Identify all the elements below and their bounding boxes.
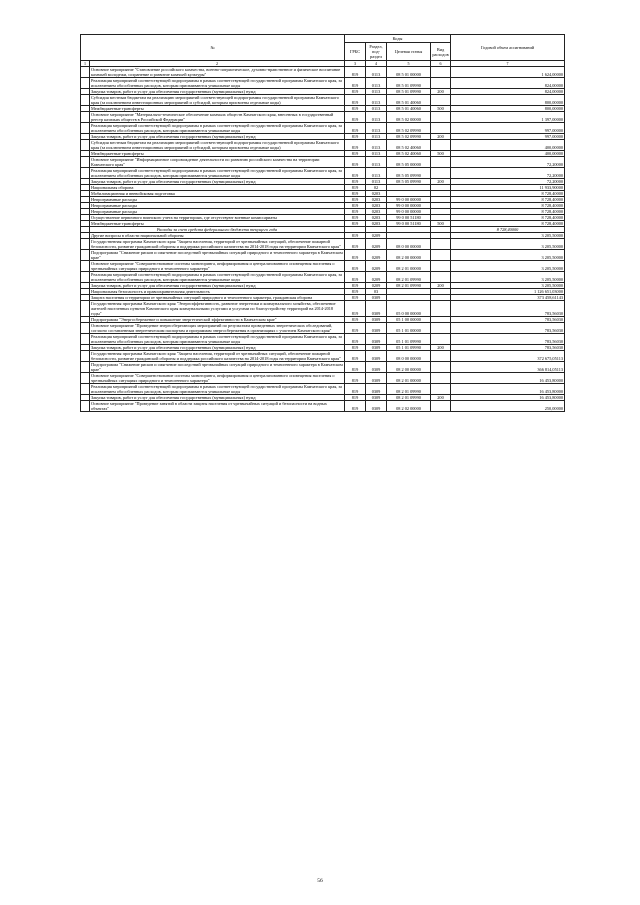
row-celevaya: 08 2 01 09990 bbox=[387, 384, 431, 395]
row-celevaya: 08 0 00 00000 bbox=[387, 351, 431, 362]
col-number: 3 bbox=[345, 61, 366, 67]
row-razdel: 0203 bbox=[366, 203, 387, 209]
header-razdel: Раздел, под-раздел bbox=[366, 43, 387, 61]
row-grbs: 819 bbox=[345, 345, 366, 351]
row-razdel: 0309 bbox=[366, 345, 387, 351]
row-amount: 400,00000 bbox=[451, 140, 565, 151]
row-grbs: 819 bbox=[345, 221, 366, 227]
row-razdel: 03 bbox=[366, 289, 387, 295]
row-amount: 997,00000 bbox=[451, 134, 565, 140]
row-razdel: 0309 bbox=[366, 401, 387, 412]
row-amount: 72,20000 bbox=[451, 157, 565, 168]
row-razdel: 02 bbox=[366, 185, 387, 191]
row-razdel: 0209 bbox=[366, 272, 387, 283]
row-grbs: 819 bbox=[345, 179, 366, 185]
row-name: Межбюджетные трансферты bbox=[90, 106, 345, 112]
row-celevaya: 05 0 00 00000 bbox=[387, 301, 431, 317]
col-number: 4 bbox=[366, 61, 387, 67]
row-celevaya: 08 2 02 00000 bbox=[387, 401, 431, 412]
row-grbs: 819 bbox=[345, 323, 366, 334]
row-name: Государственная программа Камчатского края "Защита населения, территорий от чрезвычайных ситуаций, обеспечение пожарной безопасности, развитие гражданской обороны и поддержка российского казачества на 2014-2018 годы на территории Камчатского края" bbox=[90, 351, 345, 362]
row-number bbox=[81, 168, 90, 179]
page-number: 56 bbox=[317, 878, 323, 884]
table-row bbox=[81, 67, 565, 78]
row-razdel: 0113 bbox=[366, 89, 387, 95]
row-name: Закупка товаров, работ и услуг для обеспечения государственных (муниципальных) нужд bbox=[90, 89, 345, 95]
row-grbs: 819 bbox=[345, 106, 366, 112]
col-number: 1 bbox=[81, 61, 90, 67]
row-name: Субсидия местным бюджетам на реализацию мероприятий соответствующей подпрограммы государственной программы Камчатского края (за исключением инвестиционных мероприятий и субсидий, которым присвоены отдельные коды) bbox=[90, 95, 345, 106]
row-razdel: 0113 bbox=[366, 112, 387, 123]
row-celevaya: 08 5 01 00000 bbox=[387, 67, 431, 78]
row-razdel: 0209 bbox=[366, 239, 387, 250]
table-row bbox=[81, 384, 565, 395]
row-number bbox=[81, 140, 90, 151]
row-number bbox=[81, 78, 90, 89]
row-number bbox=[81, 239, 90, 250]
row-vid bbox=[431, 323, 451, 334]
row-amount: 366 814,05113 bbox=[451, 362, 565, 373]
row-celevaya: 08 5 02 40060 bbox=[387, 140, 431, 151]
col-number: 6 bbox=[431, 61, 451, 67]
row-vid bbox=[431, 112, 451, 123]
row-grbs: 819 bbox=[345, 233, 366, 239]
row-name: Реализация мероприятий соответствующей подпрограммы в рамках соответствующей государственной программы Камчатского края, за исключением обособленных расходов, которым присваиваются уникальные коды bbox=[90, 384, 345, 395]
row-amount: 250,00000 bbox=[451, 401, 565, 412]
table-row bbox=[81, 250, 565, 261]
row-celevaya: 08 5 02 00000 bbox=[387, 112, 431, 123]
row-number bbox=[81, 351, 90, 362]
row-amount: 3 205,50000 bbox=[451, 233, 565, 239]
table-row bbox=[81, 112, 565, 123]
row-vid bbox=[431, 272, 451, 283]
row-celevaya: 99 0 00 00000 bbox=[387, 197, 431, 203]
row-amount: 1 397,00000 bbox=[451, 112, 565, 123]
row-name: Расходы за счет средств федерального бюджета текущего года bbox=[90, 227, 345, 233]
table-row bbox=[81, 351, 565, 362]
row-grbs: 819 bbox=[345, 301, 366, 317]
row-name: Государственная программа Камчатского края "Защита населения, территорий от чрезвычайных ситуаций, обеспечение пожарной безопасности, развитие гражданской обороны и поддержка российского казачества на 2014-2018 годы на территории Камчатского края" bbox=[90, 239, 345, 250]
row-number bbox=[81, 95, 90, 106]
row-number bbox=[81, 261, 90, 272]
row-razdel: 0203 bbox=[366, 197, 387, 203]
row-razdel: 0113 bbox=[366, 179, 387, 185]
row-name: Межбюджетные трансферты bbox=[90, 221, 345, 227]
row-name: Реализация мероприятий соответствующей подпрограммы в рамках соответствующей государственной программы Камчатского края, за исключением обособленных расходов, которым присваиваются уникальные коды bbox=[90, 334, 345, 345]
row-number bbox=[81, 323, 90, 334]
row-grbs: 819 bbox=[345, 395, 366, 401]
row-vid: 200 bbox=[431, 179, 451, 185]
row-grbs: 819 bbox=[345, 203, 366, 209]
row-celevaya: 08 2 01 09990 bbox=[387, 283, 431, 289]
row-name: Национальная безопасность и правоохранительная деятельность bbox=[90, 289, 345, 295]
row-number bbox=[81, 401, 90, 412]
row-celevaya: 08 2 00 00000 bbox=[387, 250, 431, 261]
row-grbs: 819 bbox=[345, 215, 366, 221]
row-amount: 1 624,00000 bbox=[451, 67, 565, 78]
row-celevaya: 08 5 02 09990 bbox=[387, 134, 431, 140]
row-vid bbox=[431, 239, 451, 250]
row-vid: 500 bbox=[431, 151, 451, 157]
row-vid bbox=[431, 261, 451, 272]
row-vid bbox=[431, 123, 451, 134]
row-grbs: 819 bbox=[345, 334, 366, 345]
table-row bbox=[81, 261, 565, 272]
row-grbs: 819 bbox=[345, 289, 366, 295]
col-number: 2 bbox=[90, 61, 345, 67]
row-amount: 800,00000 bbox=[451, 95, 565, 106]
row-vid bbox=[431, 384, 451, 395]
row-name: Подпрограмма "Энергосбережение и повышение энергетической эффективности в Камчатском крае" bbox=[90, 317, 345, 323]
table-row bbox=[81, 140, 565, 151]
table-row bbox=[81, 168, 565, 179]
row-razdel: 0309 bbox=[366, 295, 387, 301]
row-amount: 8 728,40000 bbox=[451, 227, 565, 233]
table-row bbox=[81, 123, 565, 134]
row-vid bbox=[431, 250, 451, 261]
row-grbs: 819 bbox=[345, 351, 366, 362]
row-razdel: 0209 bbox=[366, 261, 387, 272]
header-vid: Вид расходов bbox=[431, 43, 451, 61]
row-amount: 16 453,80000 bbox=[451, 373, 565, 384]
row-name: Национальная оборона bbox=[90, 185, 345, 191]
row-vid bbox=[431, 78, 451, 89]
row-razdel: 0309 bbox=[366, 395, 387, 401]
row-grbs: 819 bbox=[345, 317, 366, 323]
row-vid bbox=[431, 334, 451, 345]
header-codes: Коды bbox=[345, 35, 451, 43]
table-row bbox=[81, 401, 565, 412]
row-grbs: 819 bbox=[345, 112, 366, 123]
row-grbs: 819 bbox=[345, 123, 366, 134]
row-number bbox=[81, 301, 90, 317]
row-name: Основное мероприятие "Материально-техническое обеспечение казачьих обществ Камчатского края, внесенных в государственный реестр казачьих обществ в Российской Федерации" bbox=[90, 112, 345, 123]
row-name: Подпрограмма "Снижение рисков и смягчение последствий чрезвычайных ситуаций природного и техногенного характера в Камчатском крае" bbox=[91, 362, 343, 372]
row-celevaya: 99 0 00 51180 bbox=[387, 215, 431, 221]
table-header bbox=[81, 35, 565, 67]
row-vid bbox=[431, 157, 451, 168]
row-razdel: 0203 bbox=[366, 191, 387, 197]
row-razdel: 0309 bbox=[366, 362, 387, 373]
table-row bbox=[81, 362, 565, 373]
header-no: № bbox=[81, 35, 345, 61]
row-celevaya: 08 2 01 00000 bbox=[387, 261, 431, 272]
row-amount: 1 126 651,03000 bbox=[451, 289, 565, 295]
table-row bbox=[81, 334, 565, 345]
row-grbs: 819 bbox=[345, 373, 366, 384]
row-celevaya: 08 5 01 09990 bbox=[387, 89, 431, 95]
row-name: Реализация мероприятий соответствующей подпрограммы в рамках соответствующей государственной программы Камчатского края, за исключением обособленных расходов, которым присваиваются уникальные коды bbox=[90, 123, 345, 134]
row-name: Закупка товаров, работ и услуг для обеспечения государственных (муниципальных) нужд bbox=[90, 179, 345, 185]
row-name: Основное мероприятие "Совершенствование системы мониторинга, информирования и централизованного оповещения населения о чрезвычайных ситуациях природного и техногенного характера" bbox=[90, 261, 345, 272]
row-name: Основное мероприятие "Становление российского казачества, военно-патриотическое, духовно-нравственное и физическое воспитание казачьей молодежи, сохранение и развитие казачьей культуры" bbox=[90, 67, 345, 78]
row-grbs: 819 bbox=[345, 151, 366, 157]
row-name: Защита населения и территории от чрезвычайных ситуаций природного и техногенного характера, гражданская оборона bbox=[90, 295, 345, 301]
row-grbs: 819 bbox=[345, 384, 366, 395]
row-razdel: 0113 bbox=[366, 168, 387, 179]
row-amount: 783,56030 bbox=[451, 323, 565, 334]
row-grbs: 819 bbox=[345, 168, 366, 179]
row-celevaya: 08 5 01 40060 bbox=[387, 106, 431, 112]
row-razdel: 0113 bbox=[366, 106, 387, 112]
row-amount: 783,56030 bbox=[451, 317, 565, 323]
row-name: Межбюджетные трансферты bbox=[90, 151, 345, 157]
row-number bbox=[81, 157, 90, 168]
row-razdel: 0203 bbox=[366, 215, 387, 221]
row-name: Основное мероприятие "Проведение занятий в области защиты населения от чрезвычайных ситуаций и безопасности на водных объектах" bbox=[90, 401, 345, 412]
row-grbs: 819 bbox=[345, 89, 366, 95]
row-number bbox=[81, 112, 90, 123]
table-row bbox=[81, 272, 565, 283]
row-vid: 200 bbox=[431, 283, 451, 289]
row-grbs: 819 bbox=[345, 134, 366, 140]
row-name: Основное мероприятие "Проведение энергосберегающих мероприятий по результатам проведенных энергетических обследований, согласно составленным энергетическим паспортам и программам энергосбережения в организациях с участием Камчатского края" bbox=[90, 323, 345, 334]
row-name: Закупка товаров, работ и услуг для обеспечения государственных (муниципальных) нужд bbox=[90, 283, 345, 289]
row-name: Закупка товаров, работ и услуг для обеспечения государственных (муниципальных) нужд bbox=[90, 345, 345, 351]
row-vid: 500 bbox=[431, 221, 451, 227]
row-amount: 8 728,40000 bbox=[451, 221, 565, 227]
row-amount: 783,56030 bbox=[451, 334, 565, 345]
row-name: Непрограммные расходы bbox=[90, 197, 345, 203]
row-razdel: 0113 bbox=[366, 95, 387, 106]
row-razdel: 0309 bbox=[366, 317, 387, 323]
row-razdel: 0209 bbox=[366, 233, 387, 239]
row-grbs: 819 bbox=[345, 283, 366, 289]
row-name: Основное мероприятие "Информационное сопровождение деятельности по развитию российского казачества на территории Камчатского края" bbox=[90, 157, 345, 168]
row-name: Реализация мероприятий соответствующей подпрограммы в рамках соответствующей государственной программы Камчатского края, за исключением обособленных расходов, которым присваиваются уникальные коды bbox=[90, 78, 345, 89]
row-razdel: 0209 bbox=[366, 250, 387, 261]
row-amount: 16 453,80000 bbox=[451, 384, 565, 395]
row-vid bbox=[431, 401, 451, 412]
row-razdel: 0309 bbox=[366, 301, 387, 317]
budget-document bbox=[80, 34, 564, 412]
row-vid: 200 bbox=[431, 395, 451, 401]
row-name: Государственная программа Камчатского края "Энергоэффективность, развитие энергетики и коммунального хозяйства, обеспечение жителей населенных пунктов Камчатского края коммунальными услугами и услугами по благоустройству территорий на 2014-2018 годы" bbox=[90, 301, 345, 317]
row-razdel: 0113 bbox=[366, 67, 387, 78]
row-amount: 72,20000 bbox=[451, 179, 565, 185]
row-vid bbox=[431, 67, 451, 78]
table-row bbox=[81, 373, 565, 384]
row-vid: 200 bbox=[431, 89, 451, 95]
row-grbs: 819 bbox=[345, 67, 366, 78]
row-amount: 824,00000 bbox=[451, 78, 565, 89]
header-grbs: ГРБС bbox=[345, 43, 366, 61]
row-amount: 8 728,40000 bbox=[451, 191, 565, 197]
row-celevaya: 99 0 00 51180 bbox=[387, 221, 431, 227]
row-grbs: 819 bbox=[345, 185, 366, 191]
row-celevaya: 08 5 02 09990 bbox=[387, 123, 431, 134]
row-vid bbox=[431, 351, 451, 362]
row-celevaya: 05 1 01 09990 bbox=[387, 345, 431, 351]
row-vid: 500 bbox=[431, 106, 451, 112]
row-razdel: 0113 bbox=[366, 140, 387, 151]
row-name: Подпрограмма "Снижение рисков и смягчение последствий чрезвычайных ситуаций природного и техногенного характера в Камчатском крае" bbox=[91, 250, 343, 260]
row-amount: 3 205,50000 bbox=[451, 239, 565, 250]
row-number bbox=[81, 373, 90, 384]
row-vid bbox=[431, 140, 451, 151]
row-grbs: 819 bbox=[345, 157, 366, 168]
row-razdel: 0113 bbox=[366, 157, 387, 168]
row-vid bbox=[431, 373, 451, 384]
row-grbs: 819 bbox=[345, 95, 366, 106]
row-amount: 3 205,50000 bbox=[451, 250, 565, 261]
row-razdel: 0309 bbox=[366, 323, 387, 334]
row-celevaya: 05 1 00 00000 bbox=[387, 317, 431, 323]
row-razdel: 0309 bbox=[366, 334, 387, 345]
table-row bbox=[81, 323, 565, 334]
row-amount: 400,00000 bbox=[451, 151, 565, 157]
row-celevaya: 05 1 01 09990 bbox=[387, 334, 431, 345]
row-celevaya: 99 0 00 00000 bbox=[387, 203, 431, 209]
table-row bbox=[81, 239, 565, 250]
row-number bbox=[81, 334, 90, 345]
row-razdel: 0203 bbox=[366, 209, 387, 215]
row-amount: 16 453,80000 bbox=[451, 395, 565, 401]
col-number: 7 bbox=[451, 61, 565, 67]
row-amount: 783,56030 bbox=[451, 345, 565, 351]
row-grbs: 819 bbox=[345, 209, 366, 215]
row-grbs: 819 bbox=[345, 78, 366, 89]
row-grbs: 819 bbox=[345, 250, 366, 261]
row-number bbox=[81, 362, 90, 373]
table-body bbox=[81, 67, 565, 412]
row-amount: 3 205,50000 bbox=[451, 261, 565, 272]
row-razdel: 0309 bbox=[366, 384, 387, 395]
row-vid bbox=[431, 95, 451, 106]
row-name: Закупка товаров, работ и услуг для обеспечения государственных (муниципальных) нужд bbox=[90, 134, 345, 140]
budget-table bbox=[80, 34, 565, 412]
row-amount: 8 728,40000 bbox=[451, 209, 565, 215]
row-amount: 8 728,40000 bbox=[451, 215, 565, 221]
row-grbs: 819 bbox=[345, 295, 366, 301]
row-celevaya: 08 0 00 00000 bbox=[387, 239, 431, 250]
table-row bbox=[81, 78, 565, 89]
row-name: Непрограммные расходы bbox=[90, 209, 345, 215]
row-celevaya: 08 5 05 09990 bbox=[387, 179, 431, 185]
row-celevaya: 08 2 01 09990 bbox=[387, 395, 431, 401]
row-grbs: 819 bbox=[345, 239, 366, 250]
row-celevaya: 05 1 01 00000 bbox=[387, 323, 431, 334]
row-celevaya: 08 2 00 00000 bbox=[387, 362, 431, 373]
row-name: Осуществление первичного воинского учета на территориях, где отсутствуют военные комиссариаты bbox=[90, 215, 345, 221]
row-celevaya: 08 5 02 40060 bbox=[387, 151, 431, 157]
row-vid bbox=[431, 362, 451, 373]
row-number bbox=[81, 250, 90, 261]
header-amount: Годовой объем ассигнований bbox=[451, 35, 565, 61]
row-celevaya: 08 5 01 40060 bbox=[387, 95, 431, 106]
row-razdel: 0209 bbox=[366, 283, 387, 289]
row-amount: 11 933,90000 bbox=[451, 185, 565, 191]
row-amount: 783,56030 bbox=[451, 301, 565, 317]
row-amount: 8 728,40000 bbox=[451, 203, 565, 209]
row-razdel: 0203 bbox=[366, 221, 387, 227]
row-celevaya: 08 2 01 09990 bbox=[387, 272, 431, 283]
row-grbs: 819 bbox=[345, 140, 366, 151]
row-razdel: 0309 bbox=[366, 351, 387, 362]
row-name: Непрограммные расходы bbox=[90, 203, 345, 209]
row-grbs: 819 bbox=[345, 272, 366, 283]
row-razdel: 0113 bbox=[366, 123, 387, 134]
row-celevaya: 08 5 05 00000 bbox=[387, 157, 431, 168]
table-row bbox=[81, 301, 565, 317]
row-celevaya: 08 5 01 09990 bbox=[387, 78, 431, 89]
row-razdel: 0309 bbox=[366, 373, 387, 384]
row-amount: 372 675,05113 bbox=[451, 351, 565, 362]
row-amount: 373 458,61143 bbox=[451, 295, 565, 301]
row-name: Другие вопросы в области национальной обороны bbox=[90, 233, 345, 239]
col-number: 5 bbox=[387, 61, 431, 67]
row-amount: 3 205,50000 bbox=[451, 283, 565, 289]
row-grbs: 819 bbox=[345, 261, 366, 272]
row-celevaya: 99 0 00 00000 bbox=[387, 209, 431, 215]
row-amount: 800,00000 bbox=[451, 106, 565, 112]
row-name: Реализация мероприятий соответствующей подпрограммы в рамках соответствующей государственной программы Камчатского края, за исключением обособленных расходов, которым присваиваются уникальные коды bbox=[90, 168, 345, 179]
row-razdel: 0113 bbox=[366, 78, 387, 89]
row-name: Реализация мероприятий соответствующей подпрограммы в рамках соответствующей государственной программы Камчатского края, за исключением обособленных расходов, которым присваиваются уникальные коды bbox=[90, 272, 345, 283]
row-celevaya: 08 5 05 09990 bbox=[387, 168, 431, 179]
row-grbs: 819 bbox=[345, 191, 366, 197]
row-name: Мобилизационная и вневойсковая подготовка bbox=[90, 191, 345, 197]
row-amount: 997,00000 bbox=[451, 123, 565, 134]
row-vid bbox=[431, 168, 451, 179]
row-number bbox=[81, 67, 90, 78]
row-grbs: 819 bbox=[345, 362, 366, 373]
row-celevaya: 08 2 01 00000 bbox=[387, 373, 431, 384]
row-razdel: 0113 bbox=[366, 151, 387, 157]
row-amount: 824,00000 bbox=[451, 89, 565, 95]
row-grbs: 819 bbox=[345, 197, 366, 203]
row-number bbox=[81, 123, 90, 134]
row-name: Основное мероприятие "Совершенствование системы мониторинга, информирования и централизованного оповещения населения о чрезвычайных ситуациях природного и техногенного характера" bbox=[90, 373, 345, 384]
table-row bbox=[81, 95, 565, 106]
row-number bbox=[81, 272, 90, 283]
row-name: Закупка товаров, работ и услуг для обеспечения государственных (муниципальных) нужд bbox=[90, 395, 345, 401]
row-vid bbox=[431, 301, 451, 317]
row-number bbox=[81, 384, 90, 395]
row-amount: 8 728,40000 bbox=[451, 197, 565, 203]
row-amount: 72,20000 bbox=[451, 168, 565, 179]
row-grbs: 819 bbox=[345, 401, 366, 412]
row-razdel: 0113 bbox=[366, 134, 387, 140]
row-amount: 3 205,50000 bbox=[451, 272, 565, 283]
table-row bbox=[81, 157, 565, 168]
row-vid: 200 bbox=[431, 134, 451, 140]
header-celevaya: Целевая статья bbox=[387, 43, 431, 61]
row-name: Субсидия местным бюджетам на реализацию мероприятий соответствующей подпрограммы государственной программы Камчатского края (за исключением инвестиционных мероприятий и субсидий, которым присвоены отдельные коды) bbox=[90, 140, 345, 151]
row-vid: 200 bbox=[431, 345, 451, 351]
